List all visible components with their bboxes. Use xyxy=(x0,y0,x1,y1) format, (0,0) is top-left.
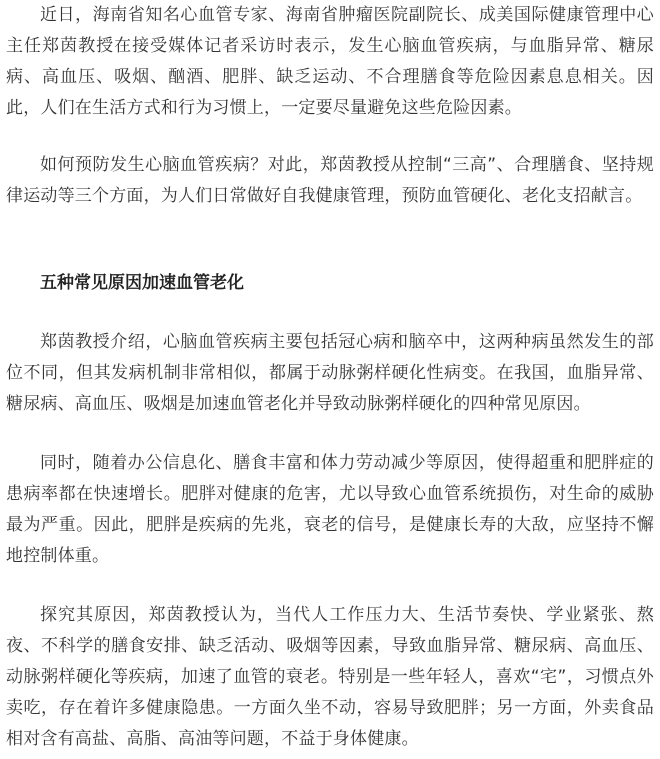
article-paragraph-4: 同时，随着办公信息化、膳食丰富和体力劳动减少等原因，使得超重和肥胖症的患病率都在快速增长。肥胖对健康的危害，尤以导致心血管系统损伤，对生命的威胁最为严重。因此，肥胖是疾病的先兆，衰老的信号，是健康长寿的大敌，应坚持不懈地控制体重。 xyxy=(6,453,654,566)
article-paragraph-5: 探究其原因，郑茵教授认为，当代人工作压力大、生活节奏快、学业紧张、熬夜、不科学的膳食安排、缺乏活动、吸烟等因素，导致血脂异常、糖尿病、高血压、动脉粥样硬化等疾病，加速了血管的衰老。特别是一些年轻人，喜欢“宅”，习惯点外卖吃，存在着许多健康隐患。一方面久坐不动，容易导致肥胖；另一方面，外卖食品相对含有高盐、高脂、高油等问题，不益于身体健康。 xyxy=(6,605,654,749)
article-paragraph-2: 如何预防发生心脑血管疾病？对此，郑茵教授从控制“三高”、合理膳食、坚持规律运动等三个方面，为人们日常做好自我健康管理，预防血管硬化、老化支招献言。 xyxy=(6,155,654,206)
article-paragraph-1: 近日，海南省知名心血管专家、海南省肿瘤医院副院长、成美国际健康管理中心主任郑茵教授在接受媒体记者采访时表示，发生心脑血管疾病，与血脂异常、糖尿病、高血压、吸烟、酗酒、肥胖、缺乏运动、不合理膳食等危险因素息息相关。因此，人们在生活方式和行为习惯上，一定要尽量避免这些危险因素。 xyxy=(6,5,654,118)
article-paragraph-3: 郑茵教授介绍，心脑血管疾病主要包括冠心病和脑卒中，这两种病虽然发生的部位不同，但其发病机制非常相似，都属于动脉粥样硬化性病变。在我国，血脂异常、糖尿病、高血压、吸烟是加速血管老化并导致动脉粥样硬化的四种常见原因。 xyxy=(6,332,654,414)
section-heading: 五种常见原因加速血管老化 xyxy=(40,273,244,293)
